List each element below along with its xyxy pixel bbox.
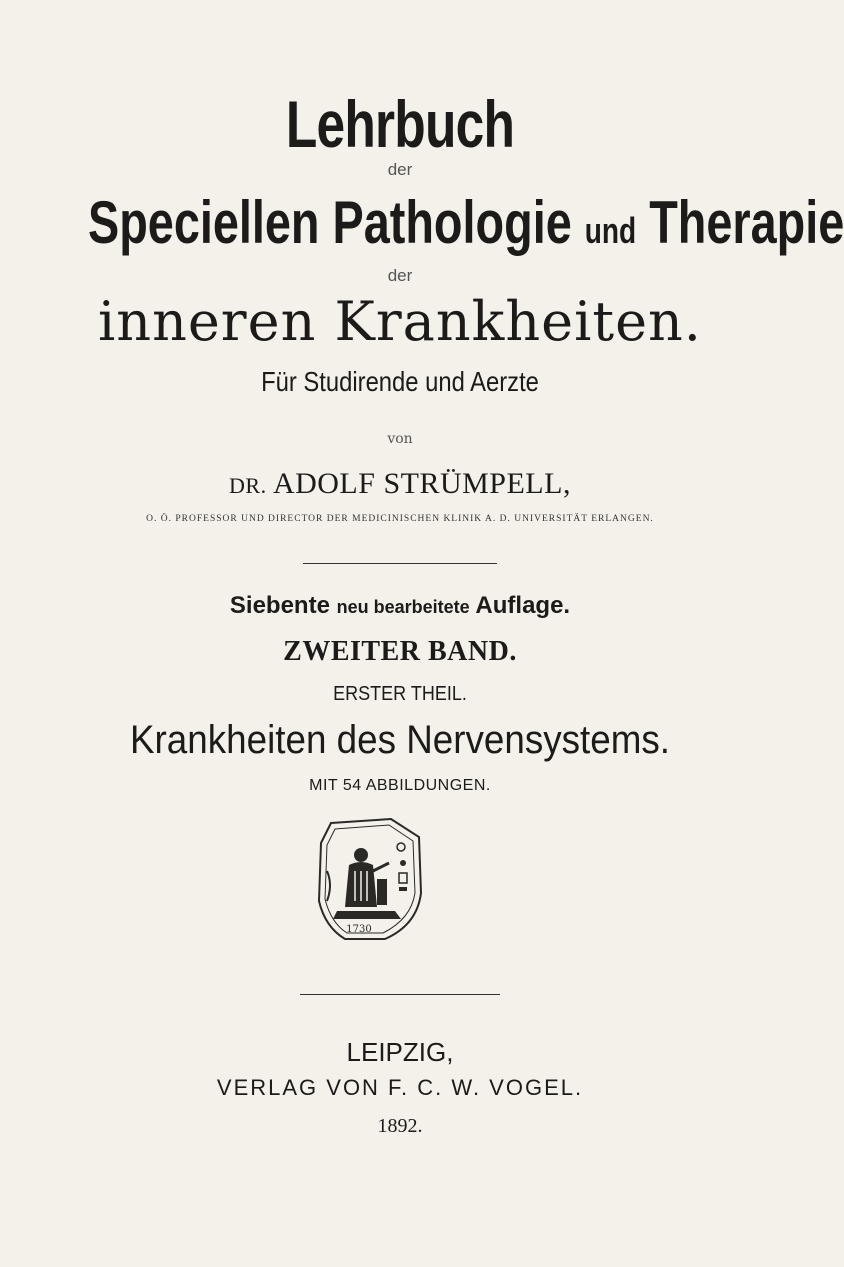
- author-prefix: DR.: [229, 473, 267, 498]
- book-title: Lehrbuch: [285, 87, 515, 161]
- imprint-publisher: VERLAG VON F. C. W. VOGEL.: [216, 1075, 584, 1100]
- imprint-year: 1892.: [377, 1115, 423, 1137]
- divider-rule-2: [300, 994, 500, 995]
- audience-line: Für Studirende und Aerzte: [261, 366, 539, 397]
- edition-number: Siebente: [229, 592, 330, 619]
- edition-line: [0, 592, 800, 620]
- emblem-year: 1730: [346, 924, 372, 935]
- book-subtitle: [88, 188, 844, 257]
- subject-title: Krankheiten des Nervensystems.: [130, 718, 670, 762]
- connector-der-1: der: [387, 160, 413, 179]
- author-affiliation: O. Ö. PROFESSOR UND DIRECTOR DER MEDICINISCHEN KLINIK A. D. UNIVERSITÄT ERLANGEN.: [146, 514, 654, 524]
- connector-der-2: der: [387, 266, 413, 285]
- author-name: ADOLF STRÜMPELL,: [272, 467, 571, 500]
- author: [0, 467, 800, 501]
- edition-revised: neu bearbeitete: [336, 597, 470, 617]
- subtitle-und: und: [584, 210, 637, 251]
- part-line: ERSTER THEIL.: [333, 683, 467, 705]
- volume-line: ZWEITER BAND.: [283, 636, 517, 667]
- imprint-city: LEIPZIG,: [346, 1037, 454, 1067]
- by-line: von: [387, 431, 413, 447]
- publisher-emblem-icon: [311, 815, 429, 943]
- subtitle-part1: Speciellen Pathologie: [88, 189, 572, 256]
- subtitle-part2: Therapie: [649, 189, 844, 256]
- illustrations-note: MIT 54 ABBILDUNGEN.: [309, 777, 491, 794]
- edition-word: Auflage.: [475, 592, 571, 619]
- subtitle-third: inneren Krankheiten.: [98, 290, 702, 353]
- divider-rule: [303, 563, 497, 564]
